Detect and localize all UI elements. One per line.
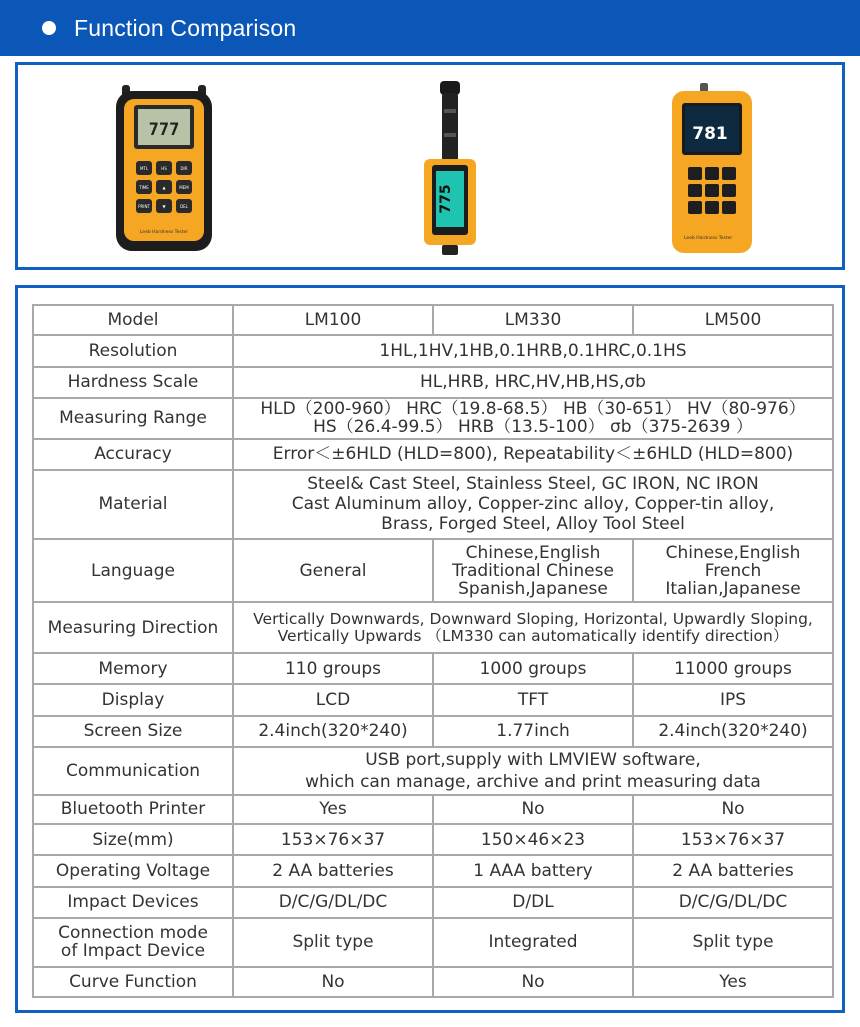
table-row [33,967,833,997]
table-row [33,602,833,653]
memory-lm330: 1000 groups [433,653,633,684]
accuracy-value: Error＜±6HLD (HLD=800), Repeatability＜±6HLD (HLD=800) [233,439,833,470]
bluetooth-printer-lm100: Yes [233,795,433,824]
row-label-accuracy: Accuracy [33,439,233,470]
screen-size-lm100: 2.4inch(320*240) [233,716,433,747]
product-images-panel [15,62,845,270]
material-value [233,470,833,539]
keypad-key-label: PRINT [138,204,150,209]
section-title: Function Comparison [74,14,297,41]
keypad-key [722,167,736,180]
table-row [33,398,833,438]
table-row [33,747,833,795]
impact-devices-lm500: D/C/G/DL/DC [633,887,833,918]
connection-mode-lm500: Split type [633,918,833,967]
keypad-key-label: MEM [179,185,189,190]
row-label-impact-devices: Impact Devices [33,887,233,918]
impact-devices-lm100: D/C/G/DL/DC [233,887,433,918]
keypad-key [688,184,702,197]
specification-panel [15,285,845,1013]
voltage-lm500: 2 AA batteries [633,855,833,886]
measuring-direction-value [233,602,833,653]
language-line: Chinese,English [665,542,801,563]
screen-size-lm330: 1.77inch [433,716,633,747]
keypad-key [705,184,719,197]
table-row [33,470,833,539]
table-row [33,855,833,886]
row-label-size: Size(mm) [33,824,233,855]
voltage-lm330: 1 AAA battery [433,855,633,886]
connection-mode-label-line: Connection mode [58,923,208,944]
measuring-range-value [233,398,833,438]
row-label-curve-function: Curve Function [33,967,233,997]
keypad-key-label: ▲ [162,185,166,190]
communication-line: which can manage, archive and print measuring data [305,771,761,792]
row-label-communication: Communication [33,747,233,795]
language-lm330 [433,539,633,603]
lm100-device-image [114,83,214,255]
model-cell: LM100 [233,305,433,335]
measuring-direction-line: Vertically Downwards, Downward Sloping, Horizontal, Upwardly Sloping, [253,609,813,628]
lm100-caption: Leeb Hardness Tester [139,230,189,235]
row-label-measuring-range: Measuring Range [33,398,233,438]
size-lm100: 153×76×37 [233,824,433,855]
table-row [33,887,833,918]
impact-devices-lm330: D/DL [433,887,633,918]
row-label-resolution: Resolution [33,335,233,366]
lm100-screen-reading: 777 [148,120,180,140]
material-line: Steel& Cast Steel, Stainless Steel, GC IRON, NC IRON [307,474,759,495]
measuring-range-line: HS（26.4-99.5） HRB（13.5-100） σb（375-2639 ） [313,417,753,438]
lm500-caption: Leeb Hardness Tester [684,236,733,241]
keypad-key [688,201,702,214]
lm330-screen-reading: 775 [438,184,454,214]
keypad-key-label: HS [161,166,167,171]
display-lm100: LCD [233,684,433,715]
keypad-key-label: ▼ [162,204,166,209]
section-header [0,0,860,56]
screen-size-lm500: 2.4inch(320*240) [633,716,833,747]
keypad-key [705,201,719,214]
hardness-scale-value: HL,HRB, HRC,HV,HB,HS,σb [233,367,833,398]
table-row [33,305,833,335]
size-lm330: 150×46×23 [433,824,633,855]
table-row [33,653,833,684]
table-row [33,918,833,967]
row-label-memory: Memory [33,653,233,684]
row-label-bluetooth-printer: Bluetooth Printer [33,795,233,824]
keypad-key [688,167,702,180]
table-row [33,824,833,855]
bullet-icon [42,21,56,35]
spec-table [32,304,834,998]
material-line: Cast Aluminum alloy, Copper-zinc alloy, Copper-tin alloy, [291,494,775,515]
size-lm500: 153×76×37 [633,824,833,855]
table-row [33,439,833,470]
measuring-range-line: HLD（200-960） HRC（19.8-68.5） HB（30-651） HV（80-976） [260,399,806,420]
model-cell: LM330 [433,305,633,335]
language-lm100: General [233,539,433,603]
display-lm330: TFT [433,684,633,715]
lm500-screen-reading: 781 [692,124,728,144]
language-line: French [704,560,762,581]
row-label-model: Model [33,305,233,335]
measuring-direction-line: Vertically Upwards （LM330 can automatically identify direction） [277,626,789,645]
table-row [33,716,833,747]
row-label-hardness-scale: Hardness Scale [33,367,233,398]
memory-lm500: 11000 groups [633,653,833,684]
keypad-key [722,184,736,197]
memory-lm100: 110 groups [233,653,433,684]
row-label-screen-size: Screen Size [33,716,233,747]
connection-mode-label-line: of Impact Device [60,941,206,962]
language-lm500 [633,539,833,603]
row-label-language: Language [33,539,233,603]
keypad-key [722,201,736,214]
keypad-key-label: TIME [139,185,149,190]
keypad-key-label: MTL [139,166,149,171]
table-row [33,539,833,603]
language-line: Traditional Chinese [452,560,614,581]
row-label-material: Material [33,470,233,539]
lm500-device-image [670,81,754,257]
table-row [33,367,833,398]
lm330-device-image [418,79,482,259]
table-row [33,335,833,366]
resolution-value: 1HL,1HV,1HB,0.1HRB,0.1HRC,0.1HS [233,335,833,366]
display-lm500: IPS [633,684,833,715]
curve-function-lm500: Yes [633,967,833,997]
material-line: Brass, Forged Steel, Alloy Tool Steel [381,514,685,535]
keypad-key-label: DEL [180,204,188,209]
row-label-operating-voltage: Operating Voltage [33,855,233,886]
bluetooth-printer-lm330: No [433,795,633,824]
table-row [33,795,833,824]
curve-function-lm100: No [233,967,433,997]
communication-value [233,747,833,795]
model-cell: LM500 [633,305,833,335]
connection-mode-lm330: Integrated [433,918,633,967]
language-line: Chinese,English [465,542,601,563]
language-line: Spanish,Japanese [458,578,608,599]
voltage-lm100: 2 AA batteries [233,855,433,886]
keypad-key [705,167,719,180]
row-label-display: Display [33,684,233,715]
row-label-measuring-direction: Measuring Direction [33,602,233,653]
row-label-connection-mode [33,918,233,967]
table-row [33,684,833,715]
communication-line: USB port,supply with LMVIEW software, [365,749,701,770]
bluetooth-printer-lm500: No [633,795,833,824]
keypad-key-label: DIR [180,166,188,171]
curve-function-lm330: No [433,967,633,997]
language-line: Italian,Japanese [665,578,801,599]
connection-mode-lm100: Split type [233,918,433,967]
